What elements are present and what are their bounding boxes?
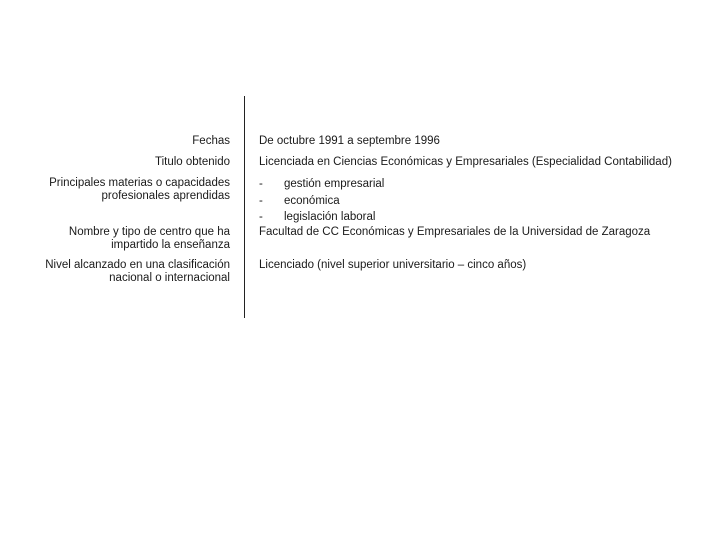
materias-list bbox=[259, 178, 384, 228]
list-item-text: legislación laboral bbox=[284, 211, 376, 223]
list-item-marker: - bbox=[259, 211, 263, 223]
materias-label-line1: Principales materias o capacidades bbox=[49, 177, 230, 189]
list-item bbox=[259, 178, 384, 195]
column-divider bbox=[244, 96, 245, 318]
fechas-value: De octubre 1991 a septembre 1996 bbox=[259, 135, 440, 147]
list-item-text: gestión empresarial bbox=[284, 178, 385, 190]
list-item-text: económica bbox=[284, 194, 340, 207]
list-item bbox=[259, 195, 384, 212]
nivel-value: Licenciado (nivel superior universitario – cinco años) bbox=[259, 259, 527, 271]
nivel-label-line2: nacional o internacional bbox=[109, 272, 230, 284]
titulo-label: Titulo obtenido bbox=[154, 156, 230, 168]
fechas-label: Fechas bbox=[192, 135, 230, 147]
materias-label-line2: profesionales aprendidas bbox=[101, 190, 230, 202]
list-item-marker: - bbox=[259, 178, 263, 190]
centro-value: Facultad de CC Económicas y Empresariales de la Universidad de Zaragoza bbox=[259, 226, 651, 238]
centro-label-line1: Nombre y tipo de centro que ha bbox=[68, 226, 230, 238]
centro-label-line2: impartido la enseñanza bbox=[111, 239, 230, 251]
nivel-label-line1: Nivel alcanzado en una clasificación bbox=[45, 259, 230, 271]
list-item-marker: - bbox=[259, 194, 263, 207]
titulo-value: Licenciada en Ciencias Económicas y Empresariales (Especialidad Contabilidad) bbox=[259, 156, 672, 168]
